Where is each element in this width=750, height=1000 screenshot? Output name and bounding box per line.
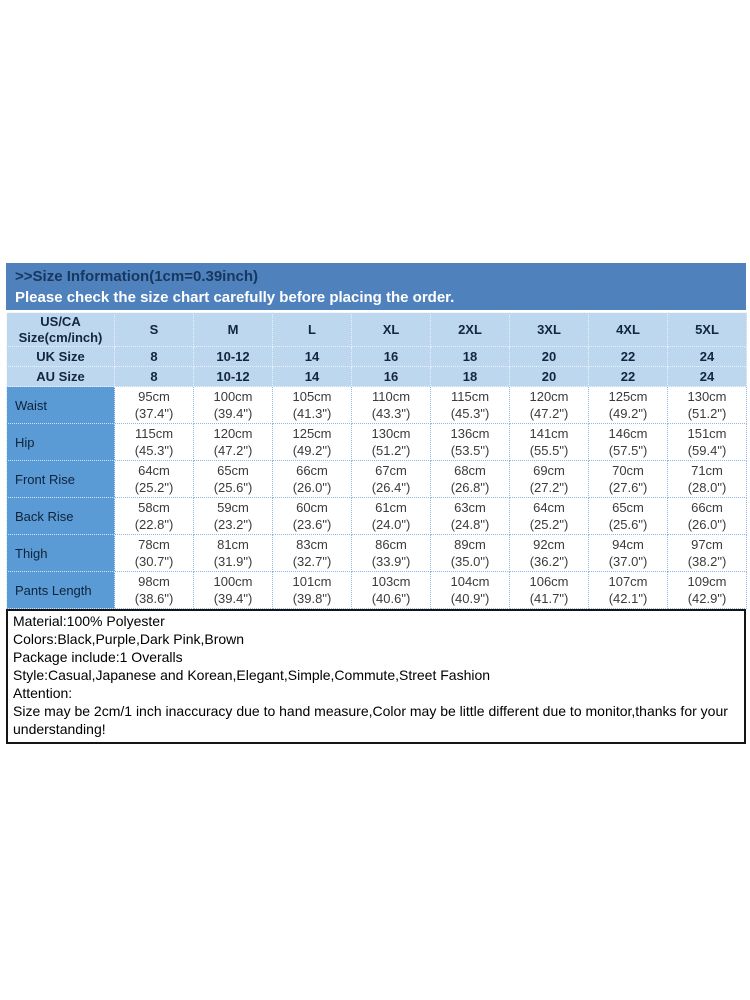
cm-value: 94cm [612, 537, 644, 552]
au-size-value: 22 [589, 367, 668, 387]
size-header-cell: 3XL [510, 313, 589, 347]
cm-value: 89cm [454, 537, 486, 552]
size-value-cell [431, 387, 510, 424]
cm-value: 100cm [213, 574, 253, 589]
size-value-cell [510, 572, 589, 609]
uk-size-value: 10-12 [194, 347, 273, 367]
inch-value: (41.7") [529, 591, 569, 606]
cm-value: 92cm [533, 537, 565, 552]
size-header-cell: XL [352, 313, 431, 347]
size-value-cell [273, 572, 352, 609]
au-size-row [7, 367, 747, 387]
inch-value: (24.0") [371, 517, 411, 532]
size-value-cell [352, 387, 431, 424]
inch-value: (35.0") [450, 554, 490, 569]
inch-value: (39.4") [213, 406, 253, 421]
cm-value: 97cm [691, 537, 723, 552]
uk-size-value: 16 [352, 347, 431, 367]
size-value-cell [273, 535, 352, 572]
size-value-cell [668, 572, 747, 609]
size-value-cell [510, 387, 589, 424]
measurement-row-pants-length [7, 572, 747, 609]
inch-value: (26.4") [371, 480, 411, 495]
inch-value: (23.6") [292, 517, 332, 532]
cm-value: 59cm [217, 500, 249, 515]
au-size-value: 20 [510, 367, 589, 387]
size-value-cell [352, 535, 431, 572]
cm-value: 64cm [533, 500, 565, 515]
size-value-cell [668, 535, 747, 572]
size-value-cell [352, 461, 431, 498]
size-value-cell [589, 572, 668, 609]
inch-value: (51.2") [687, 406, 727, 421]
cm-value: 58cm [138, 500, 170, 515]
size-value-cell [115, 498, 194, 535]
inch-value: (28.0") [687, 480, 727, 495]
size-value-cell [431, 535, 510, 572]
inch-value: (39.4") [213, 591, 253, 606]
cm-value: 106cm [529, 574, 569, 589]
cm-value: 66cm [296, 463, 328, 478]
size-value-cell [194, 424, 273, 461]
inch-value: (26.8") [450, 480, 490, 495]
size-value-cell [115, 535, 194, 572]
size-value-cell [589, 498, 668, 535]
cm-value: 69cm [533, 463, 565, 478]
size-value-cell [273, 461, 352, 498]
inch-value: (23.2") [213, 517, 253, 532]
size-header-cell: M [194, 313, 273, 347]
size-value-cell [194, 535, 273, 572]
au-size-value: 24 [668, 367, 747, 387]
inch-value: (57.5") [608, 443, 648, 458]
size-value-cell [115, 387, 194, 424]
size-value-cell [352, 424, 431, 461]
cm-value: 120cm [529, 389, 569, 404]
detail-line-disclaimer: Size may be 2cm/1 inch inaccuracy due to hand measure,Color may be little different due to monitor,thanks for your understanding! [13, 703, 728, 737]
au-size-label: AU Size [7, 367, 115, 387]
cm-value: 86cm [375, 537, 407, 552]
inch-value: (59.4") [687, 443, 727, 458]
inch-value: (42.9") [687, 591, 727, 606]
inch-value: (43.3") [371, 406, 411, 421]
size-value-cell [431, 572, 510, 609]
size-value-cell [115, 572, 194, 609]
detail-line-style: Style:Casual,Japanese and Korean,Elegant,Simple,Commute,Street Fashion [13, 667, 491, 683]
cm-value: 66cm [691, 500, 723, 515]
cm-value: 61cm [375, 500, 407, 515]
cm-value: 125cm [292, 426, 332, 441]
cm-value: 110cm [371, 389, 411, 404]
cm-value: 98cm [138, 574, 170, 589]
inch-value: (40.9") [450, 591, 490, 606]
size-value-cell [352, 498, 431, 535]
size-value-cell [115, 424, 194, 461]
inch-value: (25.2") [134, 480, 174, 495]
size-value-cell [273, 424, 352, 461]
size-value-cell [431, 461, 510, 498]
inch-value: (40.6") [371, 591, 411, 606]
cm-value: 60cm [296, 500, 328, 515]
uk-size-row [7, 347, 747, 367]
inch-value: (30.7") [134, 554, 174, 569]
uk-size-value: 22 [589, 347, 668, 367]
inch-value: (47.2") [213, 443, 253, 458]
inch-value: (42.1") [608, 591, 648, 606]
cm-value: 151cm [687, 426, 727, 441]
uk-size-value: 18 [431, 347, 510, 367]
cm-value: 105cm [292, 389, 332, 404]
cm-value: 83cm [296, 537, 328, 552]
inch-value: (22.8") [134, 517, 174, 532]
cm-value: 95cm [138, 389, 170, 404]
measurement-row-waist [7, 387, 747, 424]
inch-value: (33.9") [371, 554, 411, 569]
cm-value: 63cm [454, 500, 486, 515]
inch-value: (55.5") [529, 443, 569, 458]
inch-value: (45.3") [134, 443, 174, 458]
cm-value: 103cm [371, 574, 411, 589]
corner-header-cell [7, 313, 115, 347]
cm-value: 146cm [608, 426, 648, 441]
cm-value: 65cm [217, 463, 249, 478]
detail-line-colors: Colors:Black,Purple,Dark Pink,Brown [13, 631, 245, 647]
inch-value: (53.5") [450, 443, 490, 458]
cm-value: 67cm [375, 463, 407, 478]
au-size-value: 16 [352, 367, 431, 387]
inch-value: (38.2") [687, 554, 727, 569]
inch-value: (41.3") [292, 406, 332, 421]
inch-value: (38.6") [134, 591, 174, 606]
cm-value: 141cm [529, 426, 569, 441]
au-size-value: 10-12 [194, 367, 273, 387]
size-info-banner [6, 263, 746, 310]
inch-value: (25.6") [213, 480, 253, 495]
inch-value: (26.0") [292, 480, 332, 495]
size-info-content [6, 263, 746, 744]
inch-value: (25.2") [529, 517, 569, 532]
size-value-cell [273, 498, 352, 535]
cm-value: 81cm [217, 537, 249, 552]
size-value-cell [589, 424, 668, 461]
au-size-value: 14 [273, 367, 352, 387]
inch-value: (27.6") [608, 480, 648, 495]
cm-value: 71cm [691, 463, 723, 478]
au-size-value: 8 [115, 367, 194, 387]
uk-size-value: 24 [668, 347, 747, 367]
inch-value: (37.4") [134, 406, 174, 421]
size-value-cell [589, 461, 668, 498]
cm-value: 125cm [608, 389, 648, 404]
size-value-cell [510, 535, 589, 572]
cm-value: 101cm [292, 574, 332, 589]
size-value-cell [352, 572, 431, 609]
cm-value: 100cm [213, 389, 253, 404]
product-details-box [6, 609, 746, 744]
uk-size-label: UK Size [7, 347, 115, 367]
inch-value: (31.9") [213, 554, 253, 569]
cm-value: 115cm [134, 426, 174, 441]
row-label-cell: Hip [7, 424, 115, 461]
size-value-cell [194, 572, 273, 609]
size-value-cell [194, 498, 273, 535]
cm-value: 130cm [371, 426, 411, 441]
size-value-cell [589, 387, 668, 424]
cm-value: 120cm [213, 426, 253, 441]
detail-line-package: Package include:1 Overalls [13, 649, 183, 665]
measurement-row-front-rise [7, 461, 747, 498]
size-value-cell [510, 424, 589, 461]
size-header-cell: 5XL [668, 313, 747, 347]
cm-value: 68cm [454, 463, 486, 478]
uk-size-value: 8 [115, 347, 194, 367]
cm-value: 104cm [450, 574, 490, 589]
size-value-cell [273, 387, 352, 424]
inch-value: (39.8") [292, 591, 332, 606]
size-chart-table [6, 312, 747, 609]
cm-value: 78cm [138, 537, 170, 552]
inch-value: (26.0") [687, 517, 727, 532]
au-size-value: 18 [431, 367, 510, 387]
inch-value: (24.8") [450, 517, 490, 532]
uk-size-value: 20 [510, 347, 589, 367]
size-value-cell [510, 461, 589, 498]
row-label-cell: Back Rise [7, 498, 115, 535]
measurement-row-hip [7, 424, 747, 461]
size-value-cell [510, 498, 589, 535]
size-value-cell [194, 461, 273, 498]
size-value-cell [668, 461, 747, 498]
banner-title: >>Size Information(1cm=0.39inch) [15, 268, 258, 285]
size-header-cell: 4XL [589, 313, 668, 347]
size-header-cell: S [115, 313, 194, 347]
inch-value: (47.2") [529, 406, 569, 421]
size-value-cell [194, 387, 273, 424]
inch-value: (36.2") [529, 554, 569, 569]
size-header-row [7, 313, 747, 347]
corner-line1: US/CA [40, 313, 81, 329]
inch-value: (45.3") [450, 406, 490, 421]
cm-value: 136cm [450, 426, 490, 441]
size-value-cell [431, 424, 510, 461]
detail-line-material: Material:100% Polyester [13, 613, 165, 629]
size-value-cell [115, 461, 194, 498]
row-label-cell: Pants Length [7, 572, 115, 609]
size-value-cell [431, 498, 510, 535]
size-value-cell [668, 424, 747, 461]
cm-value: 65cm [612, 500, 644, 515]
banner-subtitle: Please check the size chart carefully before placing the order. [15, 289, 455, 306]
inch-value: (51.2") [371, 443, 411, 458]
row-label-cell: Waist [7, 387, 115, 424]
cm-value: 109cm [687, 574, 727, 589]
measurement-row-back-rise [7, 498, 747, 535]
cm-value: 64cm [138, 463, 170, 478]
inch-value: (32.7") [292, 554, 332, 569]
size-value-cell [668, 387, 747, 424]
cm-value: 107cm [608, 574, 648, 589]
measurement-row-thigh [7, 535, 747, 572]
uk-size-value: 14 [273, 347, 352, 367]
size-value-cell [668, 498, 747, 535]
corner-line2: Size(cm/inch) [18, 329, 103, 345]
size-header-cell: 2XL [431, 313, 510, 347]
row-label-cell: Thigh [7, 535, 115, 572]
cm-value: 130cm [687, 389, 727, 404]
inch-value: (27.2") [529, 480, 569, 495]
size-value-cell [589, 535, 668, 572]
row-label-cell: Front Rise [7, 461, 115, 498]
inch-value: (37.0") [608, 554, 648, 569]
cm-value: 115cm [450, 389, 490, 404]
inch-value: (25.6") [608, 517, 648, 532]
detail-line-attention: Attention: [13, 685, 73, 701]
inch-value: (49.2") [292, 443, 332, 458]
size-header-cell: L [273, 313, 352, 347]
inch-value: (49.2") [608, 406, 648, 421]
cm-value: 70cm [612, 463, 644, 478]
